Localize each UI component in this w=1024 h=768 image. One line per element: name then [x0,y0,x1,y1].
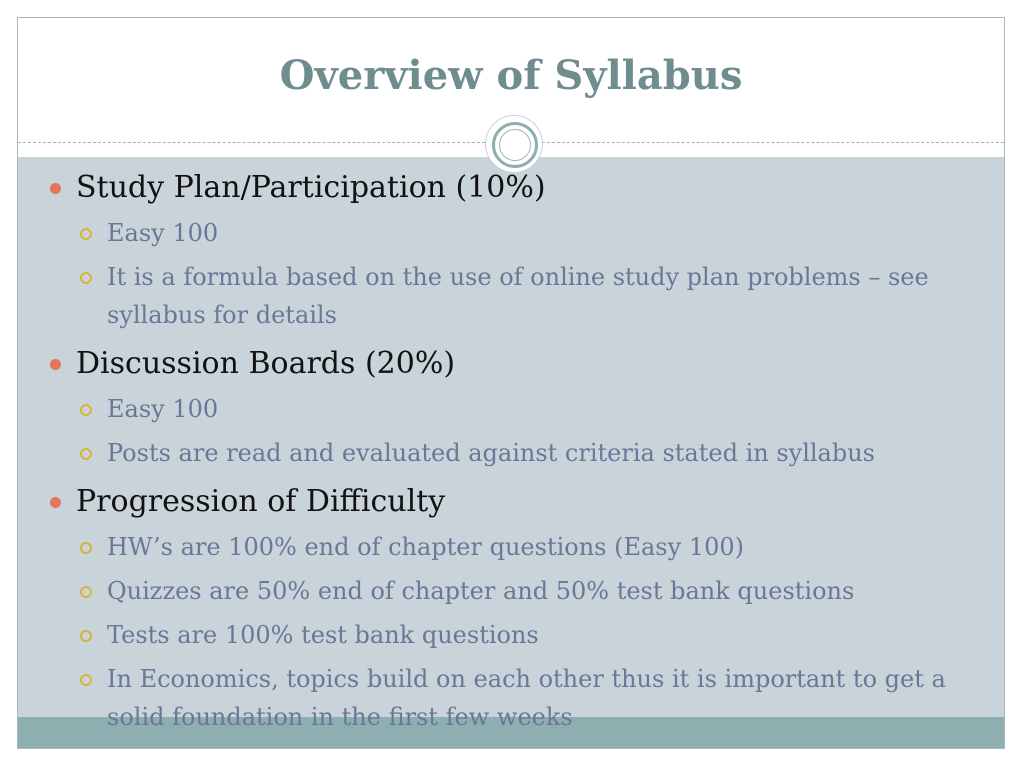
medallion-inner-ring [499,129,531,161]
filled-dot-icon [50,183,61,194]
hollow-circle-icon [80,448,92,460]
bullet-text: Tests are 100% test bank questions [107,621,539,649]
slide [17,17,1005,749]
hollow-circle-icon [80,404,92,416]
hollow-circle-icon [80,228,92,240]
bullet-level2 [48,528,988,566]
bullet-text: It is a formula based on the use of online study plan problems – see syllabus for details [107,263,929,329]
bullet-level2 [48,390,988,428]
bullet-level1 [48,168,988,208]
section-heading: Progression of Difficulty [76,484,446,519]
hollow-circle-icon [80,674,92,686]
sub-bullet-list [48,214,988,334]
filled-dot-icon [50,359,61,370]
section-heading: Study Plan/Participation (10%) [76,170,546,205]
bullet-level2 [48,572,988,610]
bullet-level2 [48,214,988,252]
section-heading: Discussion Boards (20%) [76,346,456,381]
bullet-list [48,164,988,736]
bullet-level2 [48,660,988,736]
bullet-text: HW’s are 100% end of chapter questions (Easy 100) [107,533,744,561]
bullet-text: In Economics, topics build on each other thus it is important to get a solid foundation in the first few weeks [107,665,946,731]
sub-bullet-list [48,528,988,736]
hollow-circle-icon [80,542,92,554]
bullet-text: Easy 100 [107,219,219,247]
bullet-level1 [48,482,988,522]
bullet-text: Easy 100 [107,395,219,423]
hollow-circle-icon [80,630,92,642]
bullet-level1 [48,344,988,384]
hollow-circle-icon [80,586,92,598]
filled-dot-icon [50,497,61,508]
bullet-level2 [48,616,988,654]
medallion-ring [492,122,538,168]
bullet-text: Posts are read and evaluated against criteria stated in syllabus [107,439,875,467]
sub-bullet-list [48,390,988,472]
slide-title: Overview of Syllabus [279,52,743,99]
hollow-circle-icon [80,272,92,284]
bullet-level2 [48,434,988,472]
bullet-level2 [48,258,988,334]
bullet-text: Quizzes are 50% end of chapter and 50% test bank questions [107,577,855,605]
